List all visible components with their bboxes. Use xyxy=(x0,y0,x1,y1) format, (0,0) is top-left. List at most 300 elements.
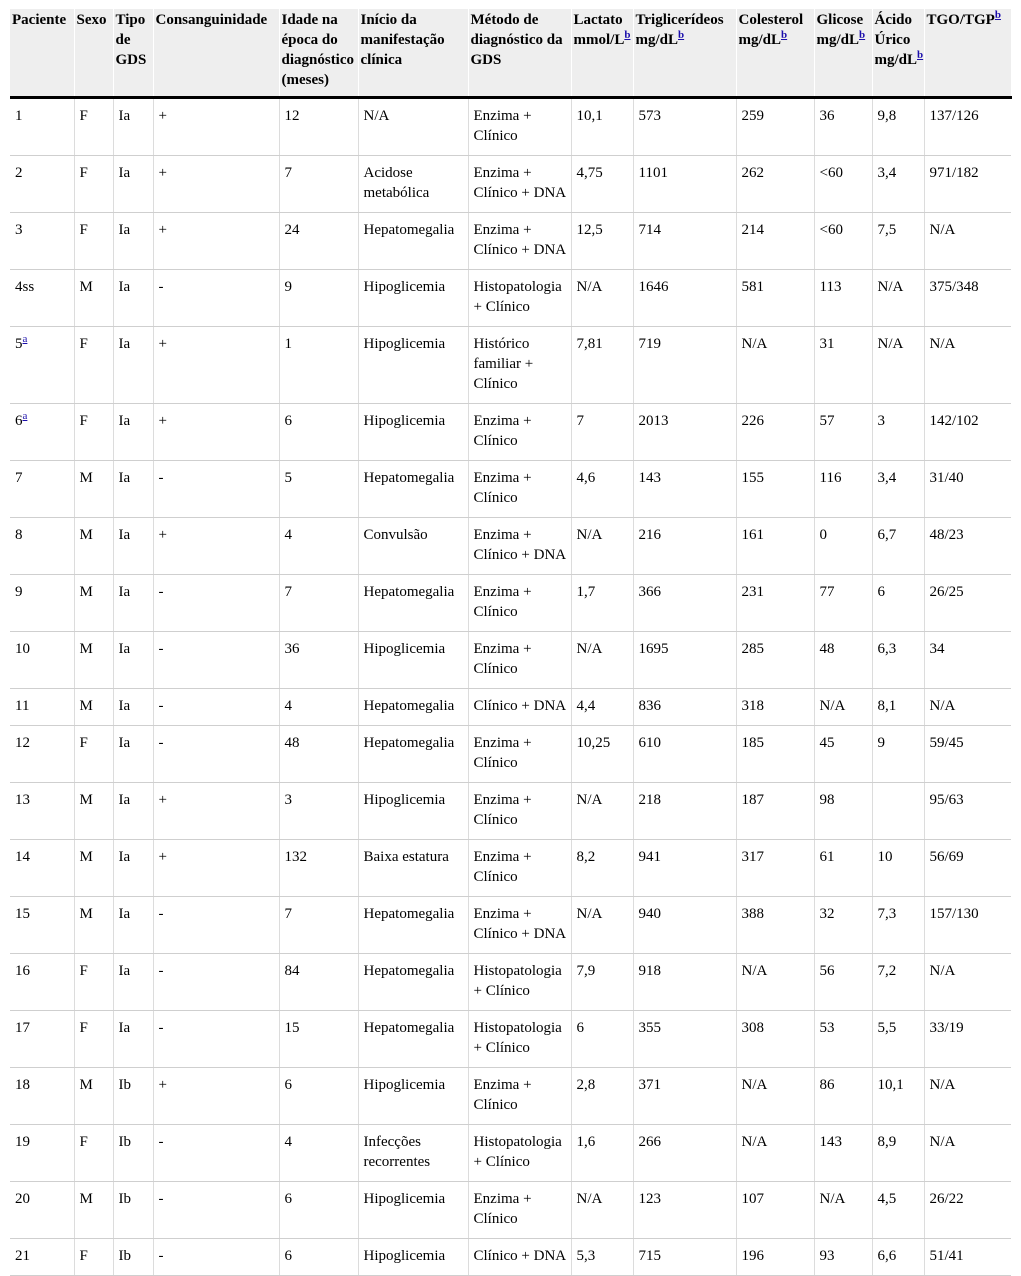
table-cell: M xyxy=(74,839,113,896)
table-cell: Ib xyxy=(113,1181,153,1238)
table-cell: Ia xyxy=(113,631,153,688)
table-cell: 7 xyxy=(279,896,358,953)
table-cell: Ia xyxy=(113,460,153,517)
table-header-row xyxy=(10,9,1011,97)
table-cell: 142/102 xyxy=(924,403,1011,460)
table-cell: Enzima + Clínico + DNA xyxy=(468,896,571,953)
patient-id-cell xyxy=(10,1124,74,1181)
table-row xyxy=(10,403,1011,460)
table-cell: - xyxy=(153,725,279,782)
table-cell: M xyxy=(74,517,113,574)
column-header-footnote xyxy=(917,47,923,61)
table-cell: 26/22 xyxy=(924,1181,1011,1238)
table-cell: Ia xyxy=(113,839,153,896)
column-header-label: Início da manifestação clínica xyxy=(360,12,445,68)
table-cell: Ib xyxy=(113,1124,153,1181)
table-cell: 371 xyxy=(633,1067,736,1124)
table-cell: Histopatologia + Clínico xyxy=(468,1010,571,1067)
patient-id: 1 xyxy=(15,107,23,124)
table-cell: Ia xyxy=(113,155,153,212)
table-cell: 9 xyxy=(279,269,358,326)
column-header xyxy=(571,9,633,97)
table-cell: 6,6 xyxy=(872,1238,924,1275)
table-row xyxy=(10,1124,1011,1181)
table-cell: 33/19 xyxy=(924,1010,1011,1067)
table-cell: Histopatologia + Clínico xyxy=(468,269,571,326)
table-cell: Hipoglicemia xyxy=(358,1067,468,1124)
patient-id-cell xyxy=(10,631,74,688)
table-cell: 93 xyxy=(814,1238,872,1275)
table-cell: F xyxy=(74,1124,113,1181)
table-cell: - xyxy=(153,631,279,688)
table-cell: 24 xyxy=(279,212,358,269)
table-cell: Hepatomegalia xyxy=(358,1010,468,1067)
table-cell: - xyxy=(153,574,279,631)
table-cell: 1 xyxy=(279,326,358,403)
patient-id: 2 xyxy=(15,164,23,181)
table-cell: 187 xyxy=(736,782,814,839)
table-cell: 98 xyxy=(814,782,872,839)
patient-id-cell xyxy=(10,1010,74,1067)
table-cell: Infecções recorrentes xyxy=(358,1124,468,1181)
column-header-label: Lactato mmol/L xyxy=(573,12,625,48)
table-cell: 9 xyxy=(872,725,924,782)
table-cell: 366 xyxy=(633,574,736,631)
table-cell: 36 xyxy=(814,97,872,155)
table-cell: Enzima + Clínico xyxy=(468,631,571,688)
table-cell: 308 xyxy=(736,1010,814,1067)
footnote-link[interactable]: b xyxy=(994,9,1001,21)
table-cell: F xyxy=(74,1010,113,1067)
table-cell: 4 xyxy=(279,688,358,725)
table-cell: + xyxy=(153,97,279,155)
table-cell: Ia xyxy=(113,517,153,574)
table-cell: 1,7 xyxy=(571,574,633,631)
table-cell: Ia xyxy=(113,403,153,460)
table-cell: 86 xyxy=(814,1067,872,1124)
table-cell: M xyxy=(74,631,113,688)
patient-id: 18 xyxy=(15,1076,30,1093)
table-cell: Hepatomegalia xyxy=(358,725,468,782)
table-cell: N/A xyxy=(571,896,633,953)
table-cell: N/A xyxy=(358,97,468,155)
table-cell: 61 xyxy=(814,839,872,896)
table-cell: Convulsão xyxy=(358,517,468,574)
table-cell: Baixa estatura xyxy=(358,839,468,896)
table-cell: 285 xyxy=(736,631,814,688)
patient-id-cell xyxy=(10,212,74,269)
table-row xyxy=(10,631,1011,688)
table-cell: 0 xyxy=(814,517,872,574)
table-cell: 7,81 xyxy=(571,326,633,403)
column-header xyxy=(358,9,468,97)
patient-id: 14 xyxy=(15,848,30,865)
table-cell: 7 xyxy=(571,403,633,460)
table-cell: N/A xyxy=(571,782,633,839)
column-header-label: Colesterol mg/dL xyxy=(738,12,804,48)
table-cell: 8,9 xyxy=(872,1124,924,1181)
table-cell: Hipoglicemia xyxy=(358,782,468,839)
column-header xyxy=(279,9,358,97)
table-cell: Hipoglicemia xyxy=(358,631,468,688)
column-header-label: Idade na época do diagnóstico (meses) xyxy=(281,12,355,88)
table-cell: 226 xyxy=(736,403,814,460)
table-cell: 137/126 xyxy=(924,97,1011,155)
table-cell: Ia xyxy=(113,326,153,403)
column-header-label: Paciente xyxy=(12,12,67,28)
table-cell: Histopatologia + Clínico xyxy=(468,953,571,1010)
table-cell: 971/182 xyxy=(924,155,1011,212)
table-cell: N/A xyxy=(571,269,633,326)
patient-id-cell xyxy=(10,953,74,1010)
footnote-link[interactable]: a xyxy=(22,332,28,345)
table-cell: 77 xyxy=(814,574,872,631)
table-cell: 9,8 xyxy=(872,97,924,155)
table-cell: Ia xyxy=(113,1010,153,1067)
column-header xyxy=(113,9,153,97)
table-cell: 918 xyxy=(633,953,736,1010)
table-cell: 6 xyxy=(279,1067,358,1124)
table-row xyxy=(10,1067,1011,1124)
table-cell: 31/40 xyxy=(924,460,1011,517)
patient-id: 20 xyxy=(15,1190,30,1207)
table-cell: Histopatologia + Clínico xyxy=(468,1124,571,1181)
table-cell: 714 xyxy=(633,212,736,269)
table-cell: <60 xyxy=(814,212,872,269)
table-cell: 836 xyxy=(633,688,736,725)
table-cell: 95/63 xyxy=(924,782,1011,839)
table-cell: - xyxy=(153,953,279,1010)
table-cell: 12,5 xyxy=(571,212,633,269)
table-cell: 4 xyxy=(279,517,358,574)
patient-id: 13 xyxy=(15,791,30,808)
table-cell: Hepatomegalia xyxy=(358,574,468,631)
table-cell: 3,4 xyxy=(872,460,924,517)
table-cell: 3,4 xyxy=(872,155,924,212)
patient-id-cell xyxy=(10,896,74,953)
table-cell: 573 xyxy=(633,97,736,155)
table-cell: 123 xyxy=(633,1181,736,1238)
column-header xyxy=(872,9,924,97)
table-cell: F xyxy=(74,97,113,155)
column-header-label: Ácido Úrico mg/dL xyxy=(874,12,918,68)
table-row xyxy=(10,688,1011,725)
patient-id: 21 xyxy=(15,1247,30,1264)
table-cell: 7,2 xyxy=(872,953,924,1010)
table-cell: 7,5 xyxy=(872,212,924,269)
patient-id-cell xyxy=(10,1067,74,1124)
column-header xyxy=(10,9,74,97)
column-header xyxy=(736,9,814,97)
table-cell: - xyxy=(153,896,279,953)
table-cell: F xyxy=(74,212,113,269)
table-row xyxy=(10,326,1011,403)
table-cell: 132 xyxy=(279,839,358,896)
table-cell: 12 xyxy=(279,97,358,155)
table-cell: 196 xyxy=(736,1238,814,1275)
table-cell: 318 xyxy=(736,688,814,725)
patient-id: 3 xyxy=(15,221,23,238)
patient-id-cell xyxy=(10,688,74,725)
footnote-link[interactable]: b xyxy=(859,29,866,41)
column-header-label: Triglicerídeos mg/dL xyxy=(635,12,724,48)
table-cell: 45 xyxy=(814,725,872,782)
table-cell: 214 xyxy=(736,212,814,269)
table-cell: Enzima + Clínico + DNA xyxy=(468,517,571,574)
table-cell: + xyxy=(153,155,279,212)
table-cell: Enzima + Clínico xyxy=(468,574,571,631)
column-header xyxy=(74,9,113,97)
table-cell: 56 xyxy=(814,953,872,1010)
table-cell: 1695 xyxy=(633,631,736,688)
table-cell: 143 xyxy=(814,1124,872,1181)
table-cell: 6,3 xyxy=(872,631,924,688)
table-cell: 375/348 xyxy=(924,269,1011,326)
table-cell: 59/45 xyxy=(924,725,1011,782)
table-cell: Hipoglicemia xyxy=(358,1181,468,1238)
footnote-link[interactable]: b xyxy=(781,29,788,41)
table-cell: F xyxy=(74,403,113,460)
table-cell: 185 xyxy=(736,725,814,782)
patient-id-cell xyxy=(10,574,74,631)
table-cell: 355 xyxy=(633,1010,736,1067)
table-cell: N/A xyxy=(736,326,814,403)
table-row xyxy=(10,212,1011,269)
table-cell: 113 xyxy=(814,269,872,326)
table-cell: Ib xyxy=(113,1238,153,1275)
table-row xyxy=(10,269,1011,326)
column-header-label: TGO/TGP xyxy=(926,12,995,28)
table-cell: 266 xyxy=(633,1124,736,1181)
table-cell: N/A xyxy=(736,953,814,1010)
table-cell: 84 xyxy=(279,953,358,1010)
footnote-link[interactable]: a xyxy=(22,409,28,422)
column-header-label: Sexo xyxy=(76,12,107,28)
table-cell: 36 xyxy=(279,631,358,688)
table-cell: - xyxy=(153,269,279,326)
table-cell: 5,3 xyxy=(571,1238,633,1275)
table-cell: Ia xyxy=(113,97,153,155)
column-header-footnote xyxy=(678,27,684,41)
table-cell: 116 xyxy=(814,460,872,517)
table-cell: 1101 xyxy=(633,155,736,212)
table-cell: 6 xyxy=(279,1181,358,1238)
patient-id-cell xyxy=(10,1181,74,1238)
table-cell: Hipoglicemia xyxy=(358,1238,468,1275)
table-cell: N/A xyxy=(571,517,633,574)
table-cell: M xyxy=(74,1181,113,1238)
table-cell: 7,3 xyxy=(872,896,924,953)
table-cell: - xyxy=(153,1010,279,1067)
table-cell: 57 xyxy=(814,403,872,460)
column-header xyxy=(153,9,279,97)
table-row xyxy=(10,953,1011,1010)
table-cell: 4,5 xyxy=(872,1181,924,1238)
patient-id-cell xyxy=(10,517,74,574)
patient-id: 11 xyxy=(15,697,30,714)
table-cell: 1646 xyxy=(633,269,736,326)
table-cell: Enzima + Clínico xyxy=(468,839,571,896)
table-cell: 317 xyxy=(736,839,814,896)
table-cell: 32 xyxy=(814,896,872,953)
table-row xyxy=(10,1010,1011,1067)
table-cell: Ia xyxy=(113,212,153,269)
table-cell: 259 xyxy=(736,97,814,155)
table-body xyxy=(10,97,1011,1275)
patient-id: 15 xyxy=(15,905,30,922)
table-row xyxy=(10,460,1011,517)
table-cell: Enzima + Clínico xyxy=(468,460,571,517)
table-cell: 8,1 xyxy=(872,688,924,725)
table-cell: Hepatomegalia xyxy=(358,896,468,953)
table-cell: N/A xyxy=(924,1124,1011,1181)
table-cell: 26/25 xyxy=(924,574,1011,631)
patient-id: 12 xyxy=(15,734,30,751)
table-cell: 107 xyxy=(736,1181,814,1238)
table-cell: 31 xyxy=(814,326,872,403)
table-cell: 6 xyxy=(872,574,924,631)
table-cell: M xyxy=(74,1067,113,1124)
column-header-footnote xyxy=(859,27,865,41)
table-cell: N/A xyxy=(571,631,633,688)
table-cell: N/A xyxy=(924,212,1011,269)
table-cell: 3 xyxy=(279,782,358,839)
table-cell: 6,7 xyxy=(872,517,924,574)
table-cell: Ib xyxy=(113,1067,153,1124)
table-cell: Hepatomegalia xyxy=(358,688,468,725)
table-cell: 48 xyxy=(279,725,358,782)
table-cell: Clínico + DNA xyxy=(468,1238,571,1275)
patient-id: 6 xyxy=(15,412,23,429)
table-cell: M xyxy=(74,688,113,725)
table-cell: Hepatomegalia xyxy=(358,212,468,269)
column-header-label: Glicose mg/dL xyxy=(816,12,864,48)
table-cell: + xyxy=(153,839,279,896)
table-cell: F xyxy=(74,1238,113,1275)
table-cell: 7,9 xyxy=(571,953,633,1010)
table-cell: 161 xyxy=(736,517,814,574)
table-cell: 7 xyxy=(279,155,358,212)
table-cell: Hepatomegalia xyxy=(358,953,468,1010)
patient-id-cell xyxy=(10,269,74,326)
table-cell: + xyxy=(153,326,279,403)
column-header-footnote xyxy=(781,27,787,41)
table-cell: 6 xyxy=(571,1010,633,1067)
table-cell: Enzima + Clínico + DNA xyxy=(468,155,571,212)
table-cell: - xyxy=(153,1124,279,1181)
table-cell: Enzima + Clínico xyxy=(468,97,571,155)
column-header xyxy=(633,9,736,97)
table-cell: 715 xyxy=(633,1238,736,1275)
column-header-label: Método de diagnóstico da GDS xyxy=(470,12,563,68)
table-cell: Enzima + Clínico xyxy=(468,725,571,782)
patient-id-cell xyxy=(10,403,74,460)
table-cell xyxy=(872,782,924,839)
table-cell: 7 xyxy=(279,574,358,631)
patient-id: 8 xyxy=(15,526,23,543)
table-cell: 2,8 xyxy=(571,1067,633,1124)
patient-id: 17 xyxy=(15,1019,30,1036)
footnote-link[interactable]: b xyxy=(678,29,685,41)
table-cell: 51/41 xyxy=(924,1238,1011,1275)
table-cell: - xyxy=(153,1181,279,1238)
table-cell: 155 xyxy=(736,460,814,517)
table-cell: N/A xyxy=(736,1067,814,1124)
table-cell: 5 xyxy=(279,460,358,517)
table-cell: 5,5 xyxy=(872,1010,924,1067)
table-cell: 34 xyxy=(924,631,1011,688)
table-cell: 4,75 xyxy=(571,155,633,212)
patients-table xyxy=(10,9,1012,1276)
table-row xyxy=(10,574,1011,631)
patient-id-footnote xyxy=(23,408,28,422)
table-cell: 48 xyxy=(814,631,872,688)
patient-id: 9 xyxy=(15,583,23,600)
table-cell: 231 xyxy=(736,574,814,631)
table-cell: 143 xyxy=(633,460,736,517)
footnote-link[interactable]: b xyxy=(917,49,924,61)
footnote-link[interactable]: b xyxy=(624,29,631,41)
table-cell: M xyxy=(74,269,113,326)
table-cell: M xyxy=(74,896,113,953)
table-cell: 10,1 xyxy=(571,97,633,155)
table-cell: 4 xyxy=(279,1124,358,1181)
table-cell: 56/69 xyxy=(924,839,1011,896)
table-cell: Ia xyxy=(113,688,153,725)
table-cell: 48/23 xyxy=(924,517,1011,574)
table-row xyxy=(10,896,1011,953)
table-cell: N/A xyxy=(736,1124,814,1181)
patient-id: 19 xyxy=(15,1133,30,1150)
table-cell: Enzima + Clínico + DNA xyxy=(468,212,571,269)
table-cell: 157/130 xyxy=(924,896,1011,953)
table-row xyxy=(10,839,1011,896)
table-cell: 388 xyxy=(736,896,814,953)
table-cell: Hepatomegalia xyxy=(358,460,468,517)
table-cell: Histórico familiar + Clínico xyxy=(468,326,571,403)
table-cell: 581 xyxy=(736,269,814,326)
table-cell: Ia xyxy=(113,896,153,953)
patient-id-footnote xyxy=(23,331,28,345)
column-header xyxy=(814,9,872,97)
table-cell: + xyxy=(153,517,279,574)
table-row xyxy=(10,1238,1011,1275)
column-header xyxy=(468,9,571,97)
column-header-label: Tipo de GDS xyxy=(115,12,147,68)
table-cell: Ia xyxy=(113,953,153,1010)
table-cell: Ia xyxy=(113,269,153,326)
table-cell: Ia xyxy=(113,782,153,839)
table-cell: F xyxy=(74,725,113,782)
patient-id: 7 xyxy=(15,469,23,486)
patient-id-cell xyxy=(10,839,74,896)
table-cell: - xyxy=(153,1238,279,1275)
table-cell: N/A xyxy=(924,326,1011,403)
column-header-footnote xyxy=(995,7,1001,21)
table-cell: 4,6 xyxy=(571,460,633,517)
column-header-label: Consanguinidade xyxy=(155,12,268,28)
patient-id-cell xyxy=(10,782,74,839)
table-cell: F xyxy=(74,326,113,403)
table-cell: 6 xyxy=(279,1238,358,1275)
table-cell: + xyxy=(153,212,279,269)
table-cell: + xyxy=(153,782,279,839)
table-cell: 53 xyxy=(814,1010,872,1067)
table-cell: N/A xyxy=(924,953,1011,1010)
table-cell: Ia xyxy=(113,574,153,631)
patient-id-cell xyxy=(10,725,74,782)
table-cell: Clínico + DNA xyxy=(468,688,571,725)
